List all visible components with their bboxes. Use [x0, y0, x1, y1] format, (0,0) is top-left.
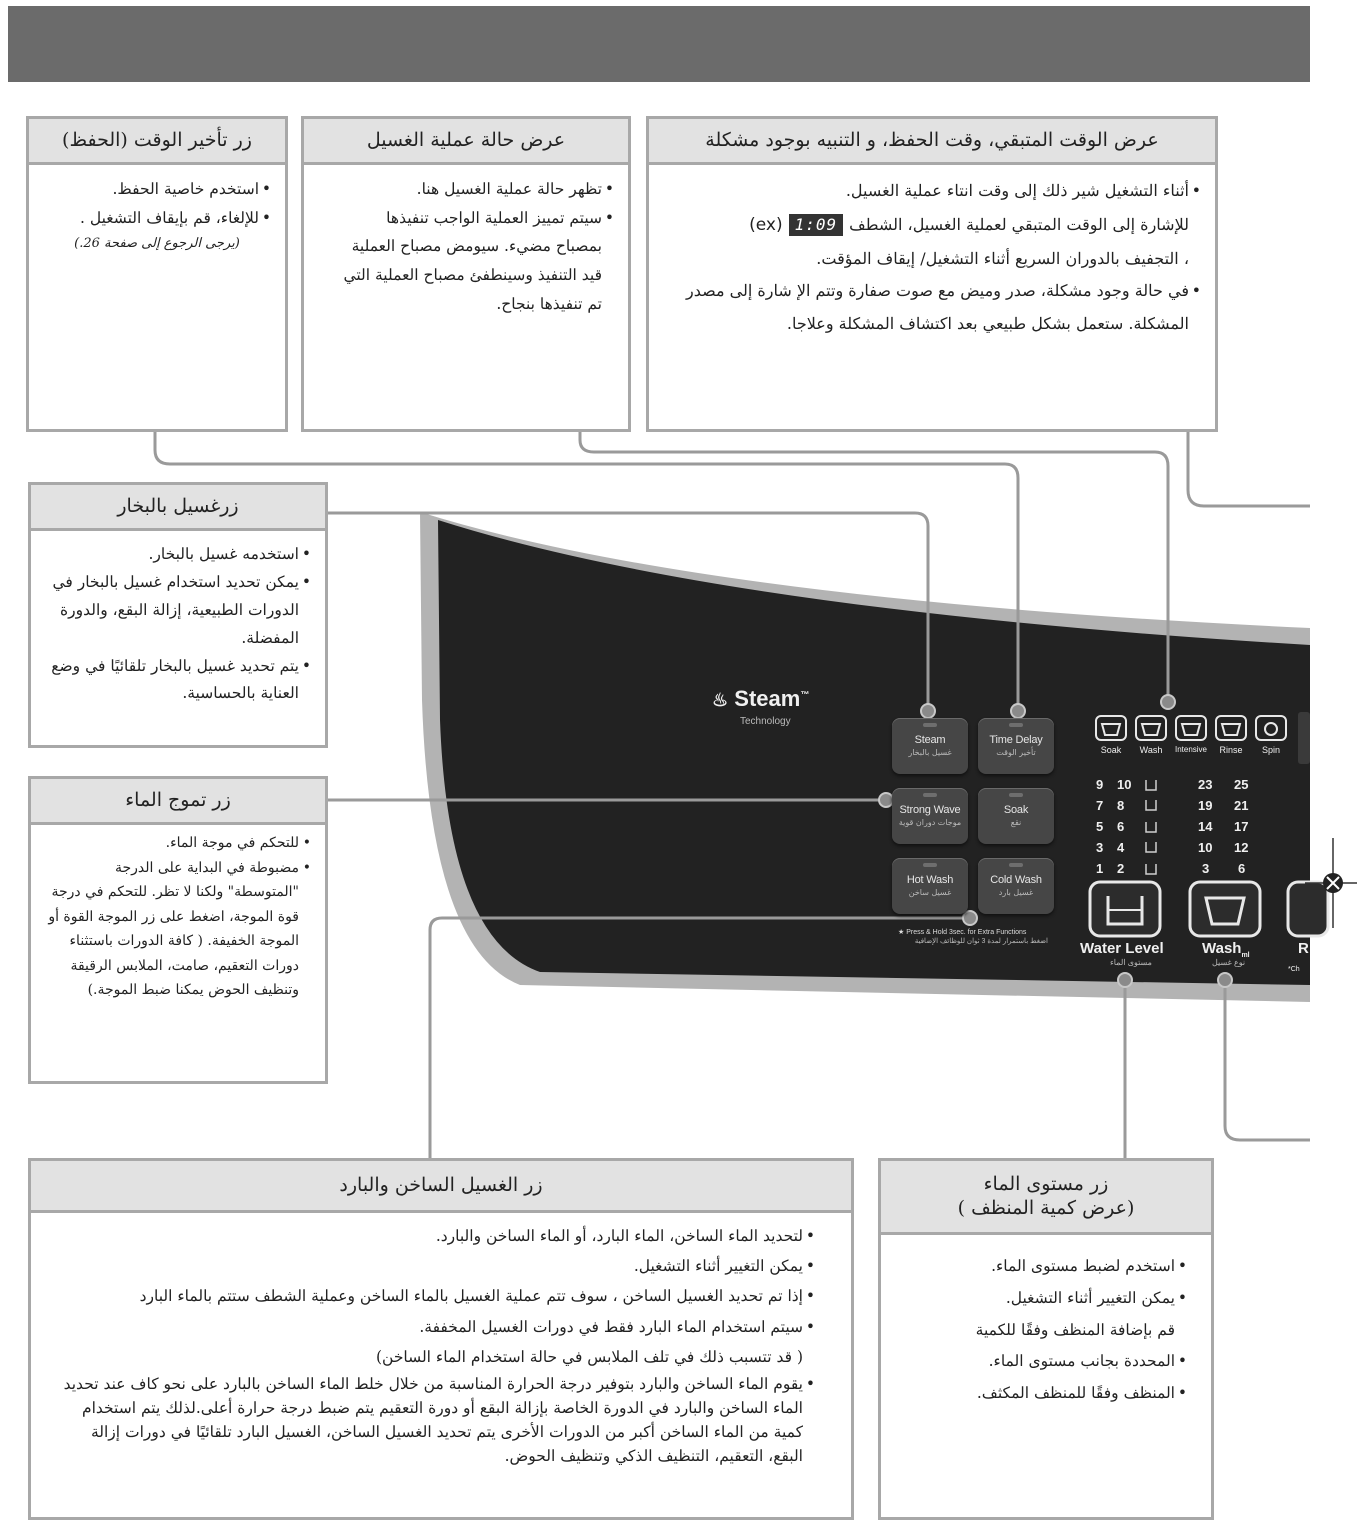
- steam-leader-dot: [920, 703, 936, 719]
- callout-title: زر تأخير الوقت (الحفظ): [29, 119, 285, 165]
- soak-label: Soak: [1003, 804, 1029, 816]
- callout-body: [31, 825, 325, 1009]
- cold-wash-button[interactable]: [978, 858, 1054, 914]
- level-num: 21: [1234, 798, 1249, 813]
- press-hold-note-ar: اضغط باستمرار لمدة 3 ثوان للوظائف الإضافية: [914, 938, 1048, 945]
- steam-logo: [712, 686, 809, 712]
- callout-title: [881, 1161, 1211, 1235]
- steam-button-label: Steam: [914, 734, 946, 746]
- callout-body: [31, 1213, 851, 1472]
- process-label-intensive: Intensive: [1174, 745, 1208, 754]
- steam-logo-icon: ♨: [712, 690, 729, 710]
- callout-item: • تظهر حالة عملية الغسيل هنا.: [340, 175, 614, 204]
- level-num: 10: [1198, 840, 1213, 855]
- level-num: 6: [1238, 861, 1246, 876]
- steam-lamp: [923, 723, 937, 727]
- callout-water-wave: [28, 776, 328, 1084]
- status-leader-dot: [1160, 694, 1176, 710]
- leader-display: [1188, 432, 1310, 506]
- leader-wash: [1225, 980, 1310, 1140]
- level-num: 7: [1096, 798, 1104, 813]
- callout-body: [649, 165, 1215, 347]
- delay-lamp: [1009, 723, 1023, 727]
- level-num: 3: [1096, 840, 1104, 855]
- callout-title: عرض الوقت المتبقي، وقت الحفظ، و التنبيه بوجود مشكلة: [649, 119, 1215, 165]
- callout-item: • للإلغاء، قم بإيقاف التشغيل .: [43, 204, 271, 233]
- callout-title: زر الغسيل الساخن والبارد: [31, 1161, 851, 1213]
- level-num: 19: [1198, 798, 1213, 813]
- callout-body: [31, 531, 325, 714]
- example-text: للإشارة إلى الوقت المتبقي لعملية الغسيل، الشطف: [849, 214, 1189, 234]
- strong-wave-button[interactable]: [892, 788, 968, 844]
- steam-button-label-ar: غسيل بالبخار: [908, 748, 952, 757]
- level-num: 25: [1234, 777, 1249, 792]
- hot-wash-button[interactable]: [892, 858, 968, 914]
- process-label-spin: Spin: [1261, 745, 1280, 755]
- callout-item: • لتحديد الماء الساخن، الماء البارد، أو الماء الساخن والبارد.: [55, 1221, 815, 1251]
- callout-body: [29, 165, 285, 262]
- strong-wave-label: Strong Wave: [899, 804, 961, 816]
- hot-wash-lamp: [923, 863, 937, 867]
- cold-wash-label: Cold Wash: [990, 874, 1042, 886]
- level-num: 3: [1202, 861, 1210, 876]
- press-hold-note: ★ Press & Hold 3sec. for Extra Functions: [898, 929, 1027, 936]
- steam-technology-label: Technology: [740, 716, 791, 727]
- callout-title: عرض حالة عملية الغسيل: [304, 119, 628, 165]
- callout-item: • سيتم استخدام الماء البارد فقط في دورات الغسيل المخففة.: [55, 1312, 815, 1342]
- callout-wash-status: [301, 116, 631, 432]
- level-num: 23: [1198, 777, 1213, 792]
- callout-body: [304, 165, 628, 324]
- example-label: (ex): [749, 214, 783, 235]
- strong-wave-label-ar: موجات دوران قوية: [898, 818, 962, 827]
- wash-button-label[interactable]: [1202, 940, 1250, 959]
- level-num: 1: [1096, 861, 1104, 876]
- strong-wave-lamp: [923, 793, 937, 797]
- time-delay-label: Time Delay: [989, 734, 1043, 746]
- delay-leader-dot: [1010, 703, 1026, 719]
- callout-item: • استخدمه غسيل بالبخار.: [45, 541, 311, 569]
- level-num: 4: [1117, 840, 1125, 855]
- callout-example-line: [663, 208, 1201, 243]
- cold-wash-label-ar: غسيل بارد: [998, 888, 1034, 897]
- wash-label-text: Wash: [1202, 940, 1242, 957]
- wash-label-ar: نوع غسيل: [1212, 958, 1246, 967]
- callout-item: • يمكن التغيير أثناء التشغيل.: [55, 1251, 815, 1281]
- callout-steam: [28, 482, 328, 748]
- level-num: 12: [1234, 840, 1249, 855]
- callout-subline: قم بإضافة المنظف وفقًا للكمية: [975, 1320, 1175, 1339]
- callout-item: • سيتم تمييز العملية الواجب تنفيذها بمصباح مضيء. سيومض مصباح العملية قيد التنفيذ وسينطفئ مصباح العملية التي تم تنفيذها بنجاح.: [340, 204, 614, 319]
- callout-item: • مضبوطة في البداية على الدرجة "المتوسطة" ولكنا لا تظر. للتحكم في درجة قوة الموجة، اضغط على زر الموجة القوة أو الموجة الخفيفة. ( كافة الدورات باستثناء دورات التعقيم، صامت، الملابس الرقيقة وتنظيف الحوض يمكنا ضبط الموجة.): [45, 856, 311, 1003]
- level-num: 8: [1117, 798, 1125, 813]
- callout-title-line1: زر مستوى الماء: [983, 1172, 1109, 1195]
- steam-tm: ™: [800, 689, 810, 700]
- level-num: 14: [1198, 819, 1213, 834]
- water-level-label-ar: مستوى الماء: [1110, 958, 1152, 967]
- level-num: 17: [1234, 819, 1249, 834]
- water-leader-dot: [1117, 972, 1133, 988]
- callout-item: • للتحكم في موجة الماء.: [45, 831, 311, 856]
- level-num: 10: [1117, 777, 1132, 792]
- callout-water-level: [878, 1158, 1214, 1520]
- callout-item: • استخدم خاصية الحفظ.: [43, 175, 271, 204]
- callout-item: • يمكن التغيير أثناء التشغيل.: [895, 1283, 1187, 1315]
- callout-hot-cold-wash: [28, 1158, 854, 1520]
- callout-title: زر تموج الماء: [31, 779, 325, 825]
- callout-item: • المنظف وفقًا للمنظف المكثف.: [895, 1378, 1187, 1410]
- callout-body: [881, 1235, 1211, 1414]
- hot-wash-label: Hot Wash: [906, 874, 954, 886]
- level-num: 5: [1096, 819, 1104, 834]
- callout-title: زرغسيل بالبخار: [31, 485, 325, 531]
- wash-leader-dot: [1217, 972, 1233, 988]
- callout-note: (يرجى الرجوع إلى صفحة 26.): [74, 236, 240, 252]
- callout-item: • إذا تم تحديد الغسيل الساخن ، سوف تتم عملية الغسيل بالماء الساخن وعملية الشطف ستتم بالماء البارد: [55, 1281, 815, 1311]
- callout-item: • يمكن تحديد استخدام غسيل بالبخار في الدورات الطبيعية، إزالة البقع، والدورة المفضلة.: [45, 569, 311, 653]
- wash-label-suffix: ml: [1241, 952, 1250, 959]
- callout-item-continued: ، التجفيف بالدوران السريع أثناء التشغيل/ إيقاف المؤقت.: [816, 248, 1189, 268]
- time-delay-button[interactable]: [978, 718, 1054, 774]
- callout-item: • استخدم لضبط مستوى الماء.: [895, 1251, 1187, 1283]
- level-num: 2: [1117, 861, 1125, 876]
- callout-paren-note: ( قد تتسبب ذلك في تلف الملابس في حالة استخدام الماء الساخن): [375, 1347, 803, 1366]
- callout-title-line2: ( عرض كمية المنظف): [957, 1196, 1135, 1219]
- steam-logo-text: Steam: [734, 686, 801, 711]
- callout-item: • أثناء التشغيل شير ذلك إلى وقت انتاء عملية الغسيل.: [663, 175, 1201, 208]
- next-button-label[interactable]: R: [1298, 940, 1309, 957]
- callout-item: • يتم تحديد غسيل بالبخار تلقائيًا في وضع العناية بالحساسية.: [45, 653, 311, 709]
- cold-wash-lamp: [1009, 863, 1023, 867]
- process-label-wash: Wash: [1139, 745, 1163, 755]
- soak-lamp: [1009, 793, 1023, 797]
- water-level-button-label[interactable]: Water Level: [1080, 940, 1164, 957]
- callout-time-delay: [26, 116, 288, 432]
- callout-item: • المحددة بجانب مستوى الماء.: [895, 1346, 1187, 1378]
- callout-time-display: [646, 116, 1218, 432]
- example-display-readout: 1:09: [789, 214, 844, 236]
- process-label-soak: Soak: [1100, 745, 1122, 755]
- steam-button[interactable]: [892, 718, 968, 774]
- time-delay-label-ar: تأخير الوقت: [996, 748, 1036, 757]
- level-num: 6: [1117, 819, 1125, 834]
- hot-wash-label-ar: غسيل ساخن: [908, 888, 952, 897]
- panel-footnote: *Ch: [1288, 966, 1300, 973]
- callout-item: • في حالة وجود مشكلة، صدر وميض مع صوت صفارة وتتم الإ شارة إلى مصدر المشكلة. ستعمل بشكل طبيعي بعد اكتشاف المشكلة وعلاجا.: [663, 275, 1201, 341]
- process-label-rinse: Rinse: [1219, 745, 1243, 755]
- level-num: 9: [1096, 777, 1104, 792]
- soak-button[interactable]: [978, 788, 1054, 844]
- callout-item: • يقوم الماء الساخن والبارد بتوفير درجة الحرارة المناسبة من خلال خلط الماء الساخن بالبارد على نحو كاف عند تحديد الماء الساخن والبارد في الدورة الخاصة بإزالة البقع أو دورة التعقيم يتم ضبط درجة حرارة أعلى.لذلك يتم استخدام كمية من الماء الساخن أكبر من الدورات الأخرى يتم تحديد الغسيل الساخن، الغسيل البارد تلقائيًا في دورات إزالة البقع، التعقيم، التنظيف الذكي وتنظيف الحوض.: [55, 1372, 815, 1468]
- soak-label-ar: نقع: [1010, 818, 1022, 827]
